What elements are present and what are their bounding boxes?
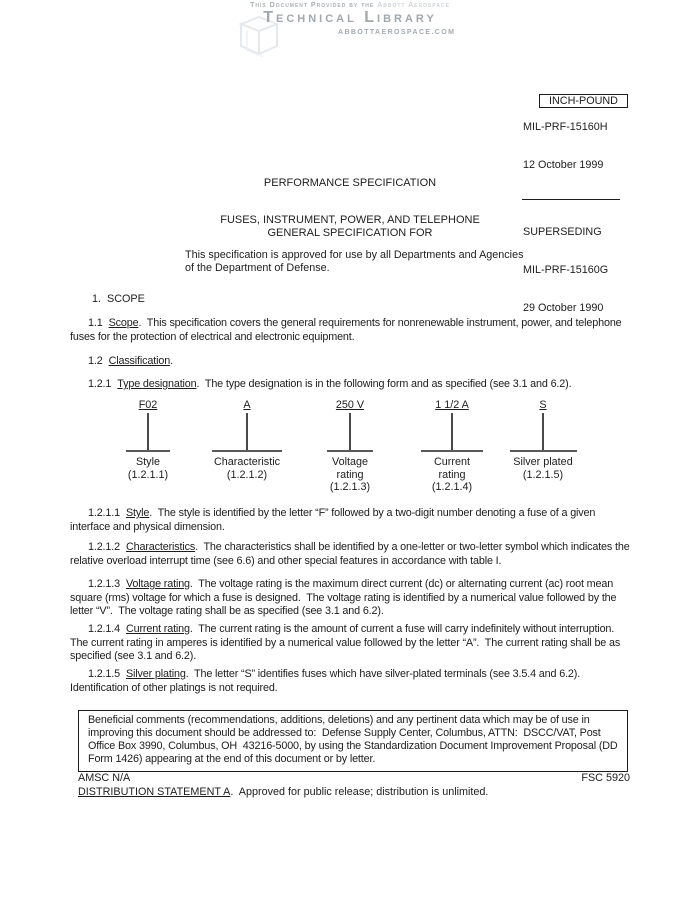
document-id-block (523, 81, 628, 339)
paragraph-text: . The type designation is in the following form and as specified (see 3.1 and 6.2). (196, 378, 572, 390)
paragraph-text: . (170, 355, 173, 367)
diagram-leader-line (147, 413, 148, 450)
caption-line: (1.2.1.3) (329, 481, 371, 493)
paragraph-title: Current rating (125, 623, 190, 635)
amsc-number: AMSC N/A (78, 772, 131, 784)
spec-type-heading: PERFORMANCE SPECIFICATION (263, 177, 437, 189)
paragraph-title: Voltage rating (125, 578, 190, 590)
spec-subject-line2: GENERAL SPECIFICATION FOR (267, 227, 433, 239)
paragraph-number: 1.2.1.1 (88, 507, 120, 519)
paragraph-1-2-1-5 (70, 668, 632, 695)
paragraph-text: . The characteristics shall be identified by a one-letter or two-letter symbol which indicates the relative overload interrupt time (see 6.6) and other special features in accordance with table I. (70, 541, 633, 567)
paragraph-1-2-1-2 (70, 541, 632, 568)
inch-pound-stamp: INCH-POUND (539, 94, 628, 108)
paragraph-number: 1.1 (88, 317, 103, 329)
caption-line: (1.2.1.5) (522, 468, 564, 481)
caption-line: rating (336, 468, 364, 481)
approval-line2: of the Department of Defense. (185, 262, 330, 274)
caption-line: (1.2.1.2) (226, 468, 268, 481)
diagram-caption (187, 456, 307, 481)
provider-website: ABBOTTAEROSPACE.COM (338, 29, 456, 36)
provider-brand: Abbott Aerospace (377, 2, 450, 9)
approval-line1: This specification is approved for use by all Departments and Agencies (185, 249, 524, 261)
diagram-leader-line (542, 413, 543, 450)
designation-code: S (539, 399, 547, 411)
doc-date: 12 October 1999 (523, 158, 604, 171)
paragraph-title: Scope (108, 317, 139, 329)
diagram-leader-line (451, 413, 452, 450)
type-designation-diagram (0, 399, 700, 501)
caption-line: Style (135, 456, 160, 468)
superseding-label: SUPERSEDING (523, 225, 602, 238)
provider-library-title: Technical Library (263, 9, 437, 26)
paragraph-title: Silver plating (125, 668, 186, 680)
diagram-column-characteristic (187, 399, 307, 481)
paragraph-1-2-1 (70, 378, 632, 392)
diagram-base-line (510, 450, 577, 452)
fsc-number: FSC 5920 (581, 772, 630, 784)
diagram-base-line (327, 450, 373, 452)
diagram-caption (483, 456, 603, 481)
paragraph-number: 1.2.1.4 (88, 623, 120, 635)
beneficial-comments-box: Beneficial comments (recommendations, additions, deletions) and any pertinent data which may be of use in improving this document should be addressed to: Defense Supply Center, Columbus, ATTN: DSCC/VAT, Post Office Box 3990, Columbus, OH 43216-5000, by using the Standardization Document Improvement Proposal (DD Form 1426) appearing at the end of this document or by letter. (78, 710, 628, 772)
diagram-column-silver-plated (483, 399, 603, 481)
caption-line: Current (433, 456, 470, 468)
designation-code: F02 (138, 399, 158, 411)
paragraph-text: . This specification covers the general requirements for nonrenewable instrument, power, and telephone fuses for the protection of electrical and electronic equipment. (70, 317, 625, 343)
caption-line: Silver plated (513, 456, 573, 468)
paragraph-1-1 (70, 317, 632, 344)
diagram-base-line (212, 450, 282, 452)
provider-tagline-prefix: This Document Provided by the (250, 2, 375, 9)
diagram-leader-line (246, 413, 247, 450)
diagram-base-line (421, 450, 483, 452)
caption-line: (1.2.1.4) (431, 481, 473, 493)
superseding-divider (522, 199, 620, 200)
spec-subject-line1: FUSES, INSTRUMENT, POWER, AND TELEPHONE (220, 214, 480, 226)
superseded-date: 29 October 1990 (523, 301, 604, 314)
distribution-statement-label: DISTRIBUTION STATEMENT A (78, 786, 231, 798)
paragraph-1-2-1-3 (70, 578, 632, 619)
paragraph-text: . The current rating is the amount of current a fuse will carry indefinitely without interruption. The current rating in amperes is identified by a numerical value followed by the letter “A”. The current rating shall be as specified (see 3.1 and 6.2). (70, 623, 623, 662)
paragraph-1-2-1-1 (70, 507, 632, 534)
paragraph-text: . The voltage rating is the maximum direct current (dc) or alternating current (ac) root mean square (rms) voltage for which a fuse is designed. The voltage rating is identified by a numerical value followed by the letter “V”. The voltage rating shall be as specified (see 3.1 and 6.2). (70, 578, 620, 617)
paragraph-number: 1.2.1.5 (88, 668, 120, 680)
distribution-statement (78, 786, 488, 798)
designation-code: 1 1/2 A (435, 399, 469, 411)
caption-line: (1.2.1.1) (127, 468, 169, 481)
diagram-base-line (126, 450, 170, 452)
paragraph-text: . The style is identified by the letter “F” followed by a two-digit number denoting a fuse of a given interface and physical dimension. (70, 507, 599, 533)
paragraph-number: 1.2.1.2 (88, 541, 120, 553)
paragraph-number: 1.2.1 (88, 378, 112, 390)
approval-statement (185, 249, 523, 275)
designation-code: 250 V (335, 399, 365, 411)
diagram-leader-line (349, 413, 350, 450)
caption-line: Characteristic (214, 456, 280, 468)
paragraph-text: . The letter “S” identifies fuses which have silver-plated terminals (see 3.5.4 and 6.2). Identification of other platings is not required. (70, 668, 586, 694)
paragraph-number: 1.2 (88, 355, 103, 367)
paragraph-title: Classification (108, 355, 171, 367)
caption-line: Voltage (331, 456, 369, 468)
paragraph-title: Style (125, 507, 150, 519)
paragraph-title: Characteristics (125, 541, 196, 553)
paragraph-number: 1.2.1.3 (88, 578, 120, 590)
designation-code: A (243, 399, 251, 411)
doc-number: MIL-PRF-15160H (523, 121, 608, 134)
paragraph-1-2-1-4 (70, 623, 632, 664)
caption-line: rating (438, 468, 466, 481)
superseded-number: MIL-PRF-15160G (523, 263, 609, 276)
section-1-heading: 1. SCOPE (92, 293, 145, 305)
provider-tagline (0, 2, 700, 9)
paragraph-1-2 (70, 355, 632, 369)
paragraph-title: Type designation (117, 378, 197, 390)
distribution-statement-text: . Approved for public release; distribution is unlimited. (230, 786, 489, 798)
